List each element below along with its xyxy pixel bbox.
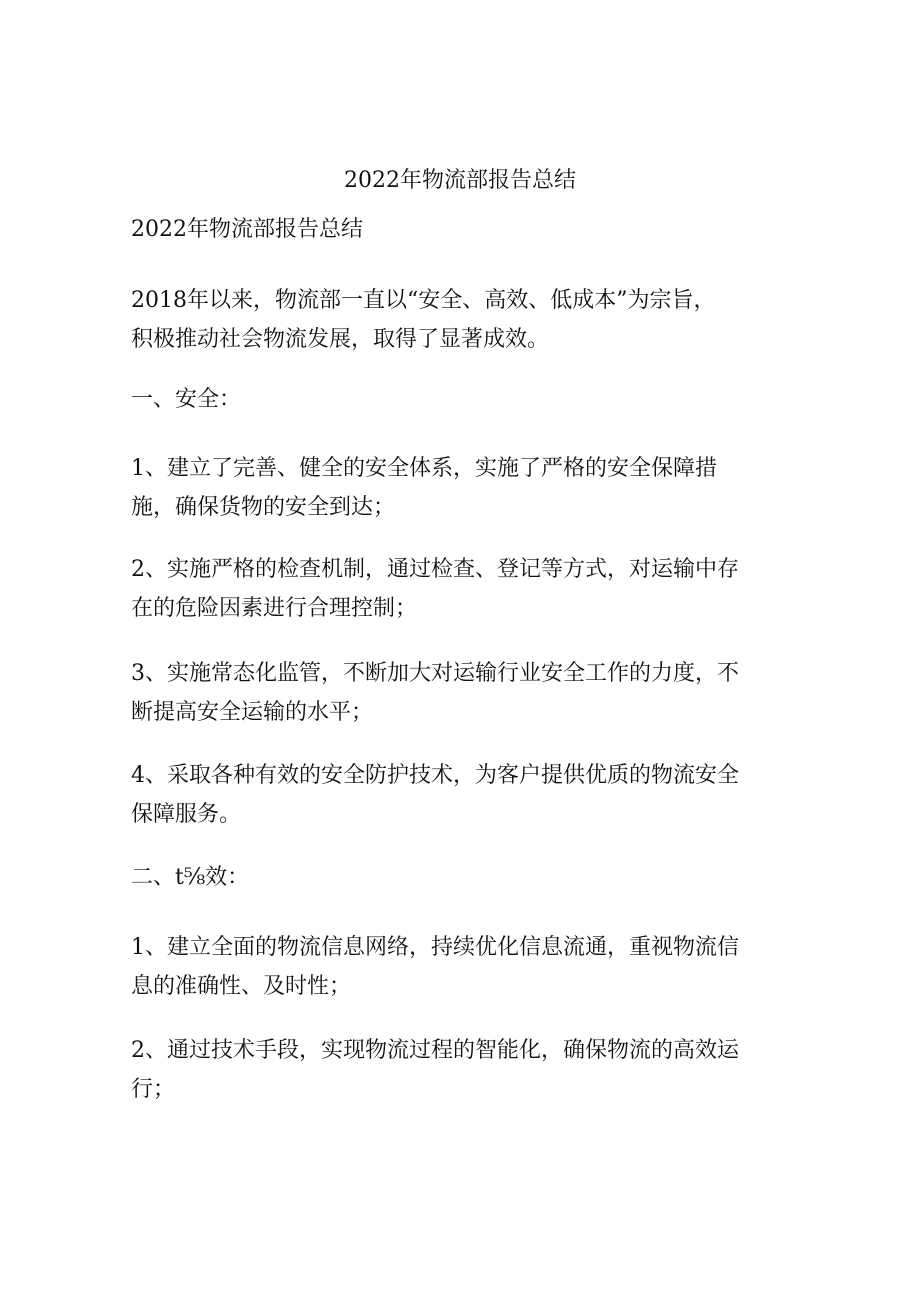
document-subtitle — [131, 210, 776, 249]
section-1-item-3 — [131, 654, 776, 732]
section-2-item-2-line-2: 行； — [131, 1077, 176, 1102]
section-1-item-3-line-1: 3、实施常态化监管，不断加大对运输行业安全工作的力度，不 — [131, 661, 739, 686]
intro-line-2: 积极推动社会物流发展，取得了显著成效。 — [131, 327, 550, 352]
section-2-heading — [131, 858, 776, 897]
section-1-item-1-line-1: 1、建立了完善、健全的安全体系，实施了严格的安全保障措 — [131, 456, 717, 481]
section-1-item-2 — [131, 550, 776, 628]
section-1-item-4 — [131, 756, 776, 834]
section-2-heading-text: 二、t⅝效： — [131, 865, 250, 890]
subtitle-text: 2022年物流部报告总结 — [131, 217, 363, 242]
section-1-heading — [131, 380, 776, 419]
section-1-item-1 — [131, 449, 776, 527]
intro-line-1: 2018年以来，物流部一直以“安全、高效、低成本”为宗旨， — [131, 288, 716, 313]
section-1-item-1-line-2: 施，确保货物的安全到达； — [131, 495, 396, 520]
section-1-item-4-line-2: 保障服务。 — [131, 802, 242, 827]
section-1-heading-text: 一、安全： — [131, 387, 242, 412]
intro-paragraph — [131, 281, 776, 359]
section-1-item-4-line-1: 4、采取各种有效的安全防护技术，为客户提供优质的物流安全 — [131, 763, 739, 788]
section-1-item-2-line-1: 2、实施严格的检查机制，通过检查、登记等方式，对运输中存 — [131, 557, 739, 582]
section-2-item-1-line-1: 1、建立全面的物流信息网络，持续优化信息流通，重视物流信 — [131, 935, 739, 960]
document-title: 2022年物流部报告总结 — [344, 168, 576, 193]
section-2-item-2 — [131, 1031, 776, 1109]
section-2-item-2-line-1: 2、通过技术手段，实现物流过程的智能化，确保物流的高效运 — [131, 1038, 739, 1063]
section-2-item-1-line-2: 息的准确性、及时性； — [131, 974, 352, 999]
section-2-item-1 — [131, 928, 776, 1006]
section-1-item-2-line-2: 在的危险因素进行合理控制； — [131, 596, 418, 621]
section-1-item-3-line-2: 断提高安全运输的水平； — [131, 700, 374, 725]
